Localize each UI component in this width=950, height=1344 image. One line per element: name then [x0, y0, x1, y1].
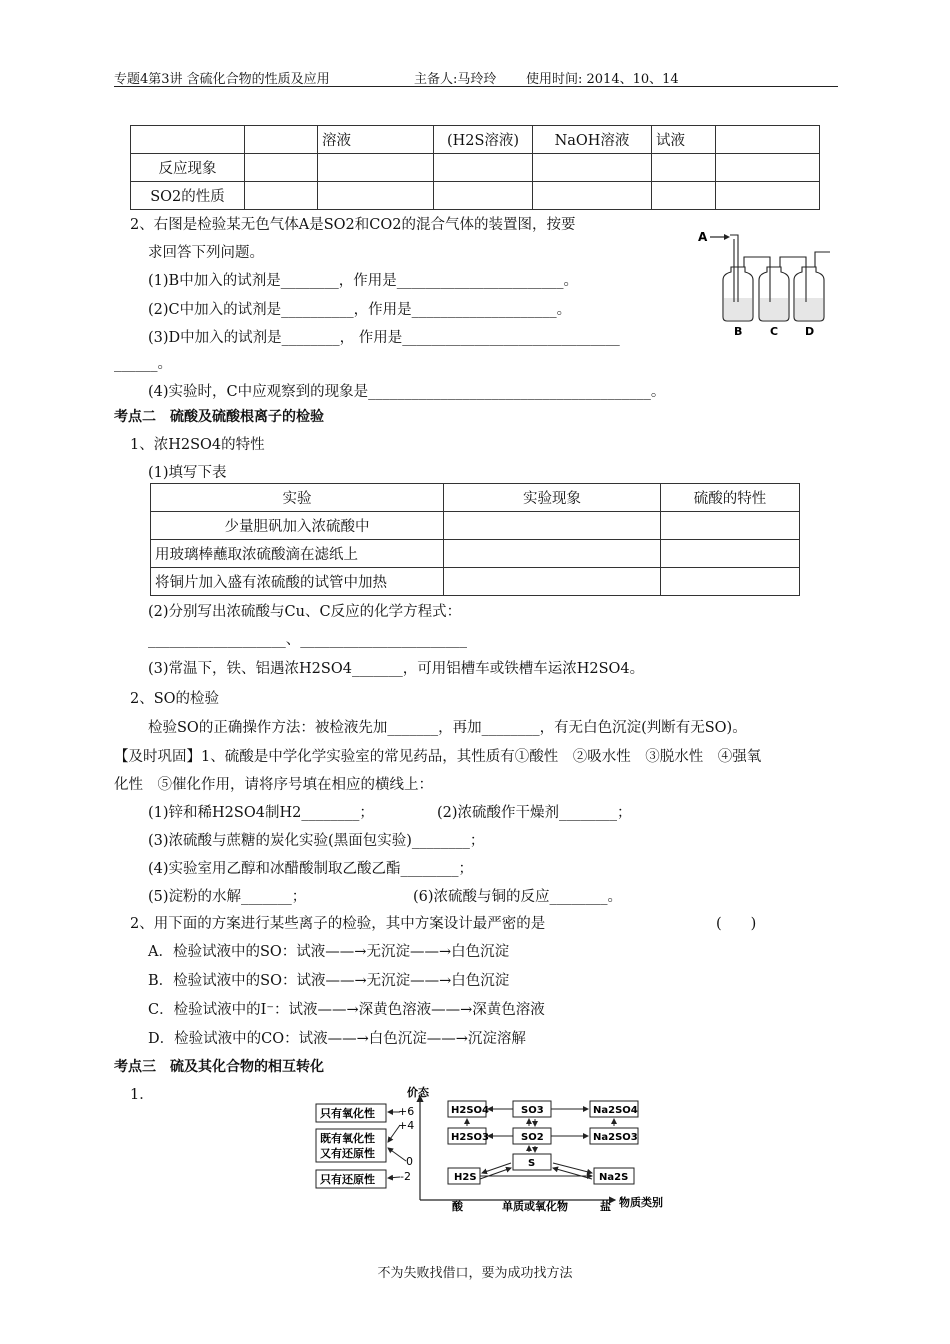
label-both-1: 既有氧化性	[320, 1132, 375, 1145]
sec2-p2: (2)分别写出浓硫酸与Cu、C反应的化学方程式：	[148, 604, 462, 620]
table-row-label: 用玻璃棒蘸取浓硫酸滴在滤纸上	[151, 540, 444, 568]
sulfur-conversion-diagram	[310, 1082, 680, 1214]
species-na2so4: Na2SO4	[593, 1105, 638, 1116]
table-cell	[434, 182, 533, 210]
valence-zero: 0	[406, 1155, 413, 1168]
bottle-d-label: D	[805, 325, 815, 338]
category-element-oxide: 单质或氧化物	[502, 1200, 568, 1213]
category-acid: 酸	[452, 1200, 463, 1213]
q2-intro: 2、右图是检验某无色气体A是SO2和CO2的混合气体的装置图，按要	[130, 217, 576, 233]
so2-property-table	[130, 125, 820, 210]
table-cell	[716, 126, 820, 154]
inlet-label: A	[698, 230, 708, 244]
label-both-2: 又有还原性	[320, 1147, 375, 1160]
consolidate-line2: 化性 ⑤催化作用，请将序号填在相应的横线上：	[114, 777, 433, 793]
item-3: (3)浓硫酸与蔗糖的炭化实验(黑面包实验)________；	[148, 833, 485, 849]
item-6: (6)浓硫酸与铜的反应________。	[413, 889, 623, 905]
page-header	[114, 68, 838, 87]
sec2-p2-line: ___________________、_______________________	[148, 632, 467, 648]
q2-c: (2)C中加入的试剂是__________，作用是____________________。	[148, 302, 572, 318]
option-c: C．检验试液中的I⁻：试液——→深黄色溶液——→深黄色溶液	[148, 1002, 545, 1018]
sec3-num: 1．	[130, 1087, 154, 1103]
label-oxidizing: 只有氧化性	[320, 1107, 375, 1120]
section-2-title: 考点二 硫酸及硫酸根离子的检验	[114, 409, 324, 425]
species-na2so3: Na2SO3	[593, 1132, 638, 1143]
table-cell: 溶液	[318, 126, 434, 154]
table-cell	[444, 568, 661, 596]
table-row-label: 将铜片加入盛有浓硫酸的试管中加热	[151, 568, 444, 596]
sec2-p1a: (1)填写下表	[148, 465, 227, 481]
table-cell	[245, 154, 318, 182]
sec2-p4: 2、SO的检验	[130, 691, 220, 707]
species-h2s: H2S	[454, 1172, 477, 1183]
label-reducing: 只有还原性	[320, 1173, 375, 1186]
item-2: (2)浓硫酸作干燥剂________；	[437, 805, 632, 821]
item-5: (5)淀粉的水解_______；	[148, 889, 307, 905]
q2-d-cont: ______。	[114, 356, 172, 372]
table-cell	[661, 568, 800, 596]
header-preparer: 主备人:马玲玲	[414, 72, 497, 87]
arrow-head	[724, 234, 730, 240]
table-cell	[444, 540, 661, 568]
header-topic: 专题4第3讲 含硫化合物的性质及应用	[114, 72, 330, 87]
sec2-p3: (3)常温下，铁、铝遇浓H2SO4_______，可用铝槽车或铁槽车运浓H2SO4。	[148, 661, 645, 677]
table-header: 实验现象	[444, 484, 661, 512]
question-2: 2、用下面的方案进行某些离子的检验，其中方案设计最严密的是	[130, 916, 546, 932]
table-cell	[533, 154, 652, 182]
h2so4-property-table	[150, 483, 800, 596]
sec2-p1: 1、浓H2SO4的特性	[130, 437, 265, 453]
table-cell	[245, 126, 318, 154]
table-header: 硫酸的特性	[661, 484, 800, 512]
table-cell	[533, 182, 652, 210]
table-cell	[318, 182, 434, 210]
section-3-title: 考点三 硫及其化合物的相互转化	[114, 1059, 324, 1075]
table-cell	[661, 540, 800, 568]
table-cell: 试液	[652, 126, 716, 154]
table-cell: NaOH溶液	[533, 126, 652, 154]
consolidate-line1: 【及时巩固】1、硫酸是中学化学实验室的常见药品，其性质有①酸性 ②吸水性 ③脱水性 ④强氧	[114, 749, 762, 765]
option-b: B．检验试液中的SO：试液——→无沉淀——→白色沉淀	[148, 973, 510, 989]
y-axis-label: 价态	[407, 1086, 429, 1099]
category-salt: 盐	[600, 1200, 611, 1213]
table-cell	[245, 182, 318, 210]
option-d: D．检验试液中的CO：试液——→白色沉淀——→沉淀溶解	[148, 1031, 526, 1047]
bottle-liquid	[724, 298, 823, 320]
table-header: 实验	[151, 484, 444, 512]
header-date: 使用时间: 2014、10、14	[526, 72, 679, 87]
page-footer: 不为失败找借口，要为成功找方法	[377, 1266, 573, 1281]
item-4: (4)实验室用乙醇和冰醋酸制取乙酸乙酯________；	[148, 861, 474, 877]
q2-intro-cont: 求回答下列问题。	[148, 245, 264, 261]
table-cell	[652, 182, 716, 210]
x-axis-label: 物质类别	[619, 1196, 663, 1209]
species-h2so3: H2SO3	[451, 1132, 489, 1143]
bottle-c-label: C	[770, 325, 779, 338]
item-1: (1)锌和稀H2SO4制H2________；	[148, 805, 374, 821]
species-na2s: Na2S	[599, 1172, 629, 1183]
valence-plus4: +4	[398, 1119, 415, 1132]
sec2-p5: 检验SO的正确操作方法：被检液先加_______，再加________，有无白色沉淀(判断有无SO)。	[148, 720, 747, 736]
q2-d: (3)D中加入的试剂是________， 作用是______________________________	[148, 330, 620, 346]
answer-paren: ( )	[716, 916, 757, 932]
table-cell	[716, 154, 820, 182]
species-so2: SO2	[521, 1132, 544, 1143]
q2-observe: (4)实验时，C中应观察到的现象是_______________________________________。	[148, 384, 666, 400]
species-so3: SO3	[521, 1105, 544, 1116]
bottle-b-label: B	[734, 325, 743, 338]
table-cell	[661, 512, 800, 540]
species-s: S	[528, 1158, 536, 1169]
table-cell	[652, 154, 716, 182]
table-row-label: SO2的性质	[131, 182, 245, 210]
table-cell	[318, 154, 434, 182]
gas-apparatus	[690, 222, 840, 340]
option-a: A．检验试液中的SO：试液——→无沉淀——→白色沉淀	[148, 944, 510, 960]
table-cell	[434, 154, 533, 182]
valence-minus2: -2	[400, 1170, 411, 1183]
valence-plus6: +6	[398, 1105, 415, 1118]
table-cell	[444, 512, 661, 540]
table-cell: (H2S溶液)	[434, 126, 533, 154]
species-h2so4: H2SO4	[451, 1105, 489, 1116]
q2-b: (1)B中加入的试剂是________，作用是_______________________。	[148, 273, 578, 289]
table-cell	[131, 126, 245, 154]
table-row-label: 少量胆矾加入浓硫酸中	[151, 512, 444, 540]
table-cell	[716, 182, 820, 210]
table-row-label: 反应现象	[131, 154, 245, 182]
